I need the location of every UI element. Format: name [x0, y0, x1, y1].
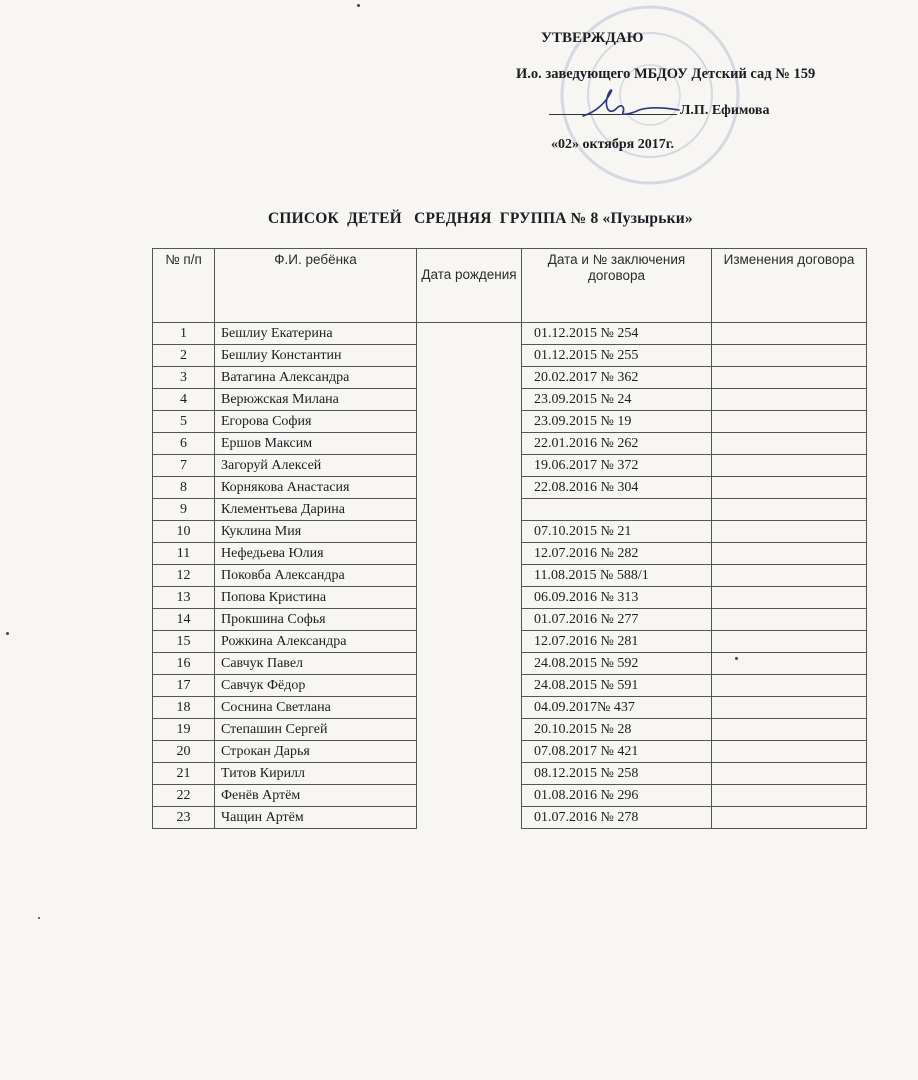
header-birth-date: Дата рождения — [417, 249, 522, 323]
changes-cell — [712, 477, 867, 499]
contract-cell: 06.09.2016 № 313 — [522, 587, 712, 609]
contract-cell: 20.02.2017 № 362 — [522, 367, 712, 389]
changes-cell — [712, 499, 867, 521]
handwritten-signature — [575, 86, 685, 126]
changes-cell — [712, 367, 867, 389]
child-name: Савчук Фёдор — [215, 675, 417, 697]
birth-date-cell — [417, 653, 522, 675]
contract-cell: 07.08.2017 № 421 — [522, 741, 712, 763]
header-number: № п/п — [153, 249, 215, 323]
changes-cell — [712, 741, 867, 763]
contract-cell: 11.08.2015 № 588/1 — [522, 565, 712, 587]
child-name: Титов Кирилл — [215, 763, 417, 785]
birth-date-cell — [417, 411, 522, 433]
child-name: Верюжская Милана — [215, 389, 417, 411]
child-name: Егорова София — [215, 411, 417, 433]
approval-title: УТВЕРЖДАЮ — [541, 30, 644, 46]
child-name: Попова Кристина — [215, 587, 417, 609]
contract-cell: 22.01.2016 № 262 — [522, 433, 712, 455]
child-name: Бешлиу Константин — [215, 345, 417, 367]
birth-date-cell — [417, 697, 522, 719]
contract-cell: 20.10.2015 № 28 — [522, 719, 712, 741]
child-name: Чащин Артём — [215, 807, 417, 829]
child-name: Ватагина Александра — [215, 367, 417, 389]
row-number: 6 — [153, 433, 215, 455]
row-number: 16 — [153, 653, 215, 675]
child-name: Корнякова Анастасия — [215, 477, 417, 499]
table-row — [153, 763, 867, 785]
document-title: СПИСОК ДЕТЕЙ СРЕДНЯЯ ГРУППА № 8 «Пузырьки» — [268, 210, 693, 227]
paper-speck — [735, 657, 738, 660]
table-row — [153, 741, 867, 763]
birth-date-cell — [417, 389, 522, 411]
child-name: Куклина Мия — [215, 521, 417, 543]
table-row — [153, 411, 867, 433]
table-row — [153, 675, 867, 697]
row-number: 22 — [153, 785, 215, 807]
contract-cell: 23.09.2015 № 19 — [522, 411, 712, 433]
birth-date-cell — [417, 807, 522, 829]
changes-cell — [712, 411, 867, 433]
row-number: 19 — [153, 719, 215, 741]
birth-date-cell — [417, 345, 522, 367]
child-name: Степашин Сергей — [215, 719, 417, 741]
approval-date: «02» октября 2017г. — [551, 137, 674, 152]
changes-cell — [712, 389, 867, 411]
changes-cell — [712, 433, 867, 455]
row-number: 4 — [153, 389, 215, 411]
birth-date-cell — [417, 521, 522, 543]
birth-date-cell — [417, 609, 522, 631]
contract-cell: 01.07.2016 № 277 — [522, 609, 712, 631]
row-number: 13 — [153, 587, 215, 609]
birth-date-cell — [417, 719, 522, 741]
contract-cell: 01.12.2015 № 255 — [522, 345, 712, 367]
row-number: 21 — [153, 763, 215, 785]
birth-date-cell — [417, 741, 522, 763]
child-name: Рожкина Александра — [215, 631, 417, 653]
child-name: Соснина Светлана — [215, 697, 417, 719]
changes-cell — [712, 609, 867, 631]
row-number: 20 — [153, 741, 215, 763]
row-number: 18 — [153, 697, 215, 719]
table-row — [153, 543, 867, 565]
row-number: 3 — [153, 367, 215, 389]
row-number: 5 — [153, 411, 215, 433]
approval-role: И.о. заведующего МБДОУ Детский сад № 159 — [516, 66, 816, 82]
row-number: 9 — [153, 499, 215, 521]
header-contract: Дата и № заключения договора — [522, 249, 712, 323]
birth-date-cell — [417, 455, 522, 477]
birth-date-cell — [417, 631, 522, 653]
row-number: 2 — [153, 345, 215, 367]
row-number: 14 — [153, 609, 215, 631]
changes-cell — [712, 521, 867, 543]
birth-date-cell — [417, 477, 522, 499]
changes-cell — [712, 587, 867, 609]
table-row — [153, 345, 867, 367]
row-number: 11 — [153, 543, 215, 565]
changes-cell — [712, 785, 867, 807]
contract-cell: 07.10.2015 № 21 — [522, 521, 712, 543]
changes-cell — [712, 631, 867, 653]
contract-cell: 04.09.2017№ 437 — [522, 697, 712, 719]
child-name: Савчук Павел — [215, 653, 417, 675]
birth-date-cell — [417, 675, 522, 697]
table-row — [153, 719, 867, 741]
contract-cell: 01.08.2016 № 296 — [522, 785, 712, 807]
paper-speck — [6, 632, 9, 635]
table-row — [153, 631, 867, 653]
changes-cell — [712, 455, 867, 477]
table-row — [153, 785, 867, 807]
birth-date-cell — [417, 785, 522, 807]
row-number: 8 — [153, 477, 215, 499]
child-name: Нефедьева Юлия — [215, 543, 417, 565]
changes-cell — [712, 697, 867, 719]
contract-cell: 12.07.2016 № 281 — [522, 631, 712, 653]
contract-cell: 01.07.2016 № 278 — [522, 807, 712, 829]
table-row — [153, 807, 867, 829]
contract-cell: 19.06.2017 № 372 — [522, 455, 712, 477]
header-name: Ф.И. ребёнка — [215, 249, 417, 323]
table-row — [153, 367, 867, 389]
table-row — [153, 499, 867, 521]
child-name: Фенёв Артём — [215, 785, 417, 807]
table-row — [153, 477, 867, 499]
row-number: 17 — [153, 675, 215, 697]
child-name: Строкан Дарья — [215, 741, 417, 763]
paper-speck — [38, 917, 40, 919]
row-number: 12 — [153, 565, 215, 587]
child-name: Поковба Александра — [215, 565, 417, 587]
approver-name: Л.П. Ефимова — [680, 103, 770, 118]
birth-date-cell — [417, 565, 522, 587]
birth-date-cell — [417, 499, 522, 521]
birth-date-cell — [417, 587, 522, 609]
contract-cell: 22.08.2016 № 304 — [522, 477, 712, 499]
table-row — [153, 609, 867, 631]
changes-cell — [712, 345, 867, 367]
table-row — [153, 389, 867, 411]
birth-date-cell — [417, 763, 522, 785]
changes-cell — [712, 807, 867, 829]
changes-cell — [712, 653, 867, 675]
table-row — [153, 565, 867, 587]
child-name: Клементьева Дарина — [215, 499, 417, 521]
row-number: 23 — [153, 807, 215, 829]
row-number: 15 — [153, 631, 215, 653]
child-name: Ершов Максим — [215, 433, 417, 455]
row-number: 1 — [153, 323, 215, 345]
table-row — [153, 433, 867, 455]
contract-cell: 23.09.2015 № 24 — [522, 389, 712, 411]
changes-cell — [712, 763, 867, 785]
table-row — [153, 455, 867, 477]
changes-cell — [712, 543, 867, 565]
table-row — [153, 587, 867, 609]
header-changes: Изменения договора — [712, 249, 867, 323]
table-row — [153, 697, 867, 719]
row-number: 7 — [153, 455, 215, 477]
table-row — [153, 323, 867, 345]
birth-date-cell — [417, 367, 522, 389]
children-table — [152, 248, 867, 829]
birth-date-cell — [417, 543, 522, 565]
table-header-row — [153, 249, 867, 323]
changes-cell — [712, 675, 867, 697]
row-number: 10 — [153, 521, 215, 543]
table-row — [153, 521, 867, 543]
birth-date-cell — [417, 323, 522, 345]
contract-cell: 12.07.2016 № 282 — [522, 543, 712, 565]
child-name: Загоруй Алексей — [215, 455, 417, 477]
contract-cell: 01.12.2015 № 254 — [522, 323, 712, 345]
changes-cell — [712, 565, 867, 587]
contract-cell: 24.08.2015 № 592 — [522, 653, 712, 675]
contract-cell — [522, 499, 712, 521]
child-name: Бешлиу Екатерина — [215, 323, 417, 345]
child-name: Прокшина Софья — [215, 609, 417, 631]
paper-speck — [357, 4, 360, 7]
contract-cell: 24.08.2015 № 591 — [522, 675, 712, 697]
birth-date-cell — [417, 433, 522, 455]
contract-cell: 08.12.2015 № 258 — [522, 763, 712, 785]
changes-cell — [712, 323, 867, 345]
changes-cell — [712, 719, 867, 741]
table-row — [153, 653, 867, 675]
